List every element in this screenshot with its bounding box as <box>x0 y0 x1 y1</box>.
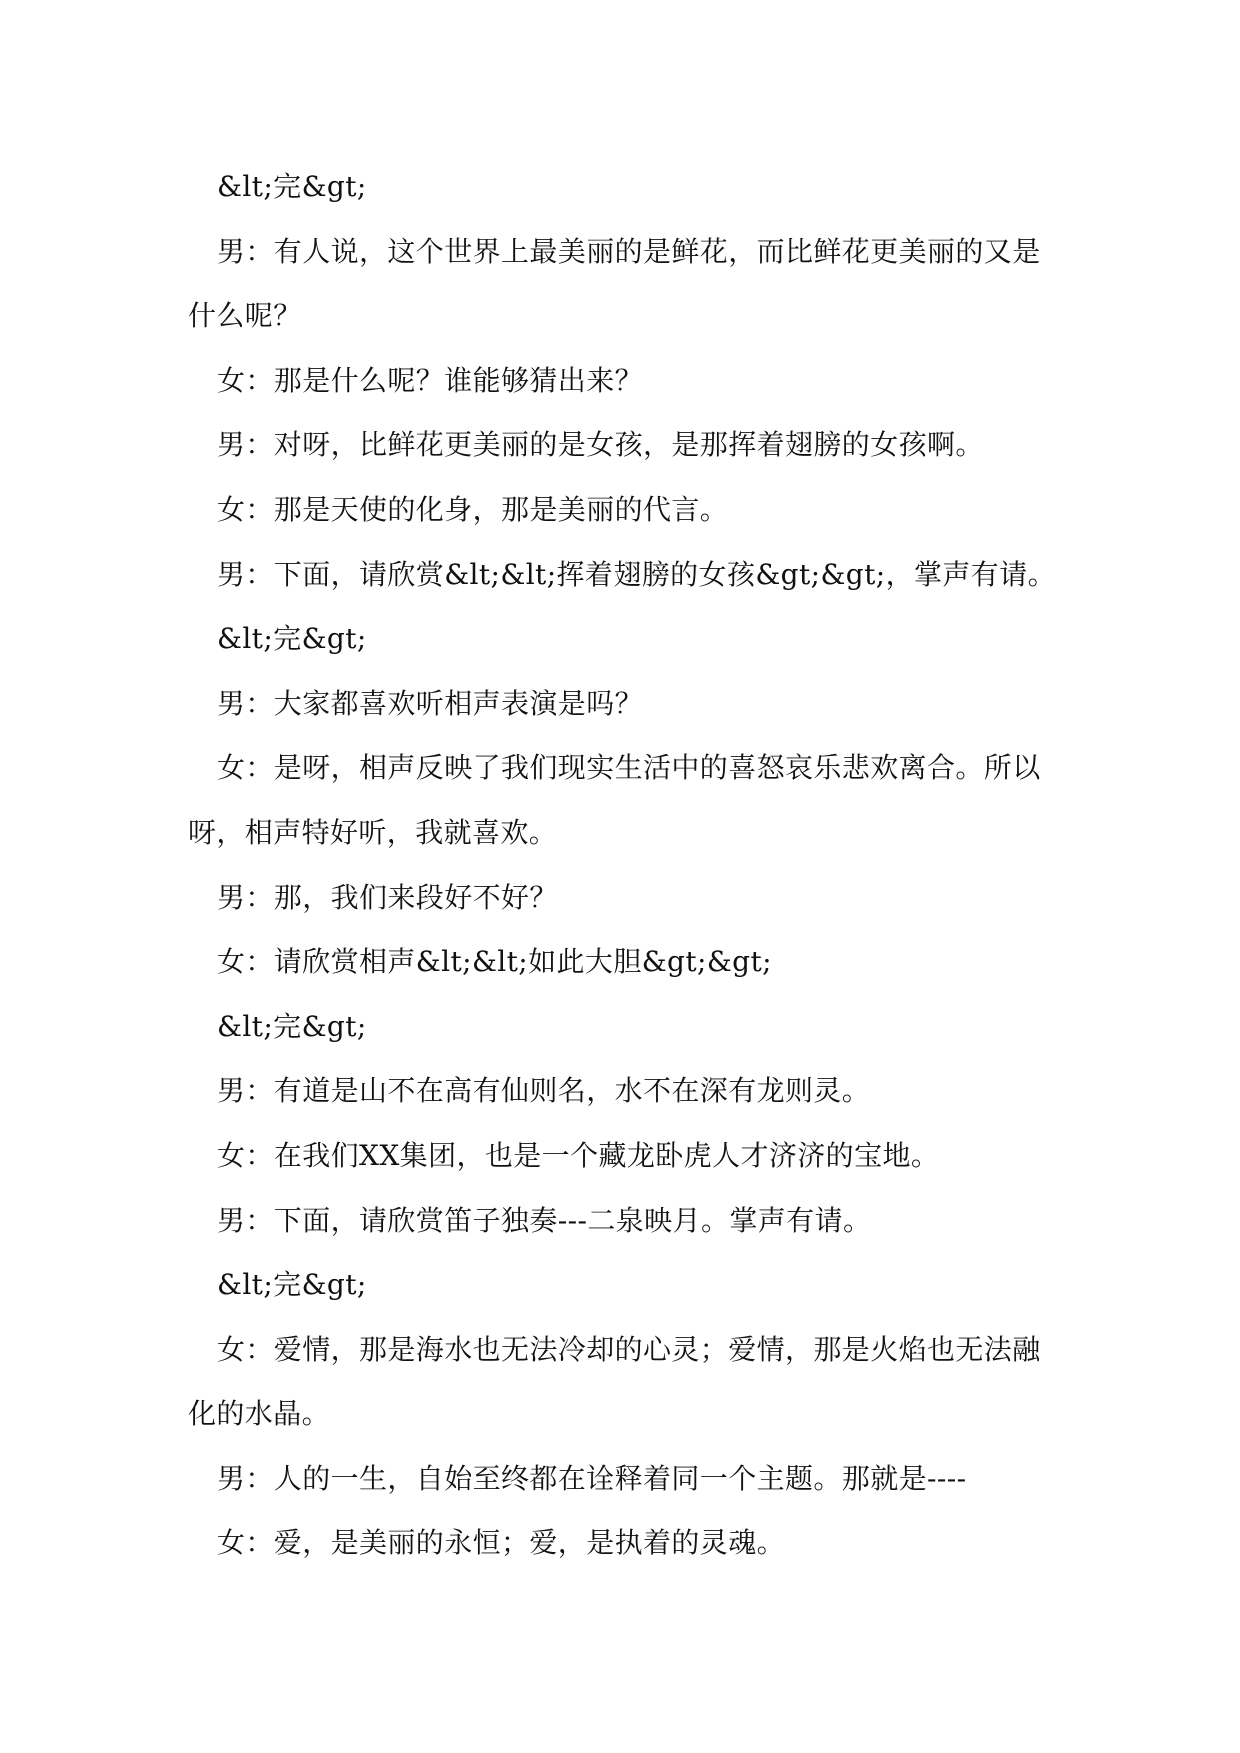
paragraph-female-line: 女：在我们XX集团，也是一个藏龙卧虎人才济济的宝地。 <box>217 1138 940 1172</box>
paragraph-male-line: 男：人的一生，自始至终都在诠释着同一个主题。那就是---- <box>217 1461 967 1495</box>
paragraph-end-marker: &lt;完&gt; <box>217 622 367 656</box>
paragraph-end-marker: &lt;完&gt; <box>217 1268 367 1302</box>
paragraph-male-line: 男：对呀，比鲜花更美丽的是女孩，是那挥着翅膀的女孩啊。 <box>217 428 984 462</box>
paragraph-female-line: 女：是呀，相声反映了我们现实生活中的喜怒哀乐悲欢离合。所以呀，相声特好听，我就喜欢。 <box>188 751 1041 849</box>
paragraph-end-marker: &lt;完&gt; <box>217 170 367 203</box>
paragraph-female-line: 女：爱，是美丽的永恒；爱，是执着的灵魂。 <box>217 1526 786 1560</box>
paragraph-female-line: 女：那是天使的化身，那是美丽的代言。 <box>217 492 729 526</box>
paragraph-male-line: 男：那，我们来段好不好？ <box>217 880 558 914</box>
paragraph-end-marker: &lt;完&gt; <box>217 1009 367 1043</box>
paragraph-female-line: 女：那是什么呢？谁能够猜出来？ <box>217 363 644 397</box>
document-body <box>188 155 1058 1576</box>
paragraph-male-line: 男：有道是山不在高有仙则名，水不在深有龙则灵。 <box>217 1074 871 1108</box>
paragraph-female-line: 女：爱情，那是海水也无法冷却的心灵；爱情，那是火焰也无法融化的水晶。 <box>188 1332 1041 1431</box>
paragraph-male-line: 男：下面，请欣赏&lt;&lt;挥着翅膀的女孩&gt;&gt;，掌声有请。 <box>217 557 1056 591</box>
paragraph-female-line: 女：请欣赏相声&lt;&lt;如此大胆&gt;&gt; <box>217 945 772 979</box>
paragraph-male-line: 男：下面，请欣赏笛子独奏---二泉映月。掌声有请。 <box>217 1203 872 1237</box>
paragraph-male-line: 男：大家都喜欢听相声表演是吗？ <box>217 686 644 720</box>
paragraph-male-line: 男：有人说，这个世界上最美丽的是鲜花，而比鲜花更美丽的又是什么呢？ <box>188 234 1041 333</box>
